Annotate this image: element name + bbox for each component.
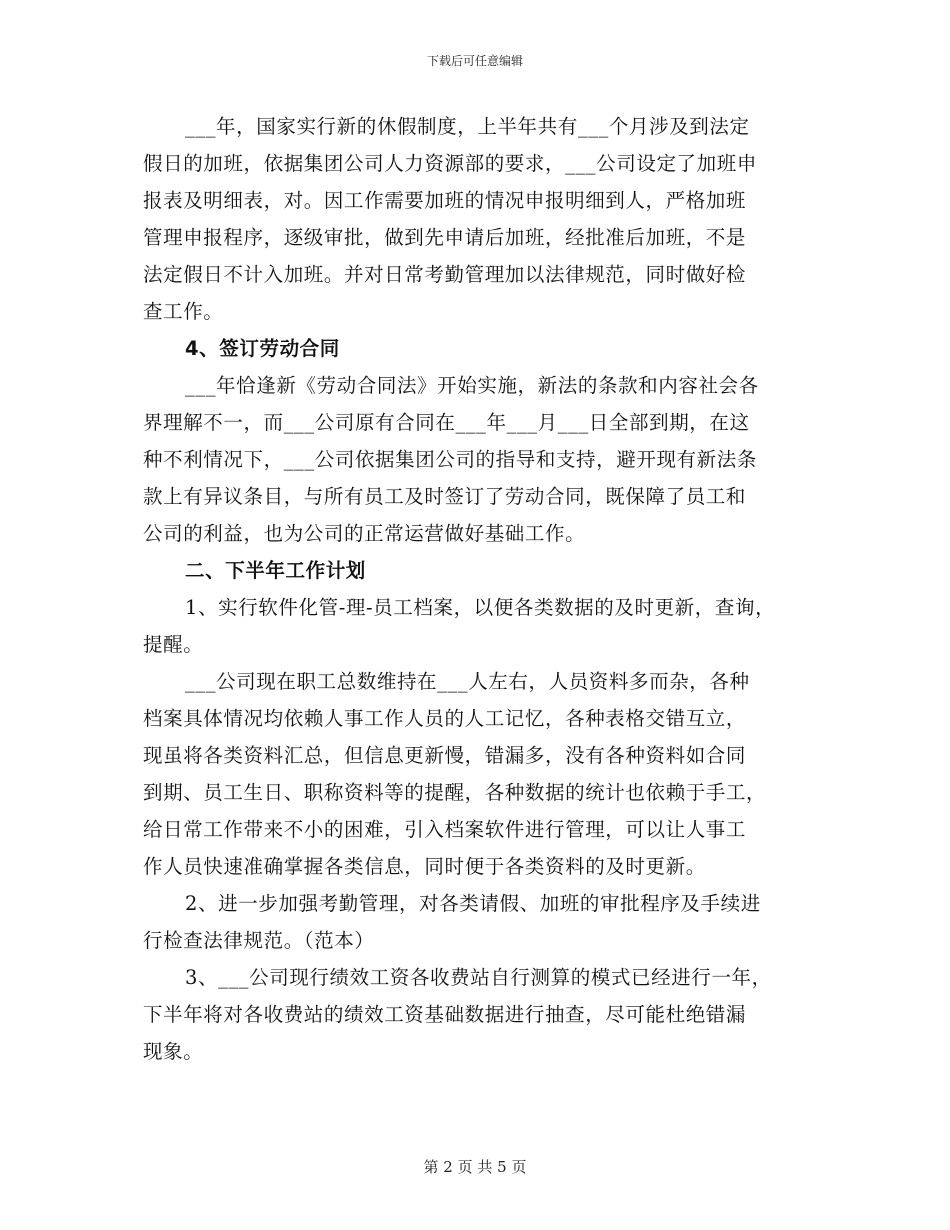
paragraph-line: ___公司现在职工总数维持在___人左右，人员资料多而杂，各种 <box>185 670 750 693</box>
paragraph-line: 假日的加班，依据集团公司人力资源部的要求，___公司设定了加班申 <box>143 152 757 175</box>
paragraph-line: 报表及明细表，对。因工作需要加班的情况申报明细到人，严格加班 <box>143 189 747 212</box>
paragraph-line: ___年恰逢新《劳动合同法》开始实施，新法的条款和内容社会各 <box>185 374 759 397</box>
paragraph-line: 档案具体情况均依赖人事工作人员的人工记忆，各种表格交错互立， <box>143 707 747 730</box>
paragraph-line: 作人员快速准确掌握各类信息，同时便于各类资料的及时更新。 <box>143 855 706 878</box>
paragraph-line: ___年，国家实行新的休假制度，上半年共有___个月涉及到法定 <box>185 115 750 138</box>
section-heading: 4、签订劳动合同 <box>185 337 340 360</box>
paragraph-line: 下半年将对各收费站的绩效工资基础数据进行抽查，尽可能杜绝错漏 <box>143 1003 747 1026</box>
paragraph-line: 提醒。 <box>143 633 204 656</box>
paragraph-line: 款上有异议条目，与所有员工及时签订了劳动合同，既保障了员工和 <box>143 485 747 508</box>
section-heading: 二、下半年工作计划 <box>185 559 366 582</box>
paragraph-line: 法定假日不计入加班。并对日常考勤管理加以法律规范，同时做好检 <box>143 263 747 286</box>
document-body <box>143 108 807 1070</box>
paragraph-line: 查工作。 <box>143 300 224 323</box>
paragraph-line: 给日常工作带来不小的困难，引入档案软件进行管理，可以让人事工 <box>143 818 747 841</box>
page-footer: 第 2 页 共 5 页 <box>423 1158 527 1176</box>
paragraph-line: 现象。 <box>143 1040 204 1063</box>
page-header: 下载后可任意编辑 <box>426 54 523 68</box>
paragraph-line: 1、实行软件化管-理-员工档案，以便各类数据的及时更新，查询， <box>185 596 776 619</box>
paragraph-line: 现虽将各类资料汇总，但信息更新慢，错漏多，没有各种资料如合同 <box>143 744 747 767</box>
paragraph-line: 2、进一步加强考勤管理，对各类请假、加班的审批程序及手续进 <box>185 892 761 915</box>
paragraph-line: 管理申报程序，逐级审批，做到先申请后加班，经批准后加班，不是 <box>143 226 747 249</box>
paragraph-line: 界理解不一，而___公司原有合同在___年___月___日全部到期，在这 <box>143 411 750 434</box>
paragraph-line: 种不利情况下，___公司依据集团公司的指导和支持，避开现有新法条 <box>143 448 757 471</box>
paragraph-line: 到期、员工生日、职称资料等的提醒，各种数据的统计也依赖于手工， <box>143 781 767 804</box>
paragraph-line: 3、___公司现行绩效工资各收费站自行测算的模式已经进行一年， <box>185 966 772 989</box>
paragraph-line: 公司的利益，也为公司的正常运营做好基础工作。 <box>143 522 586 545</box>
paragraph-line: 行检查法律规范。（范本） <box>143 929 375 952</box>
